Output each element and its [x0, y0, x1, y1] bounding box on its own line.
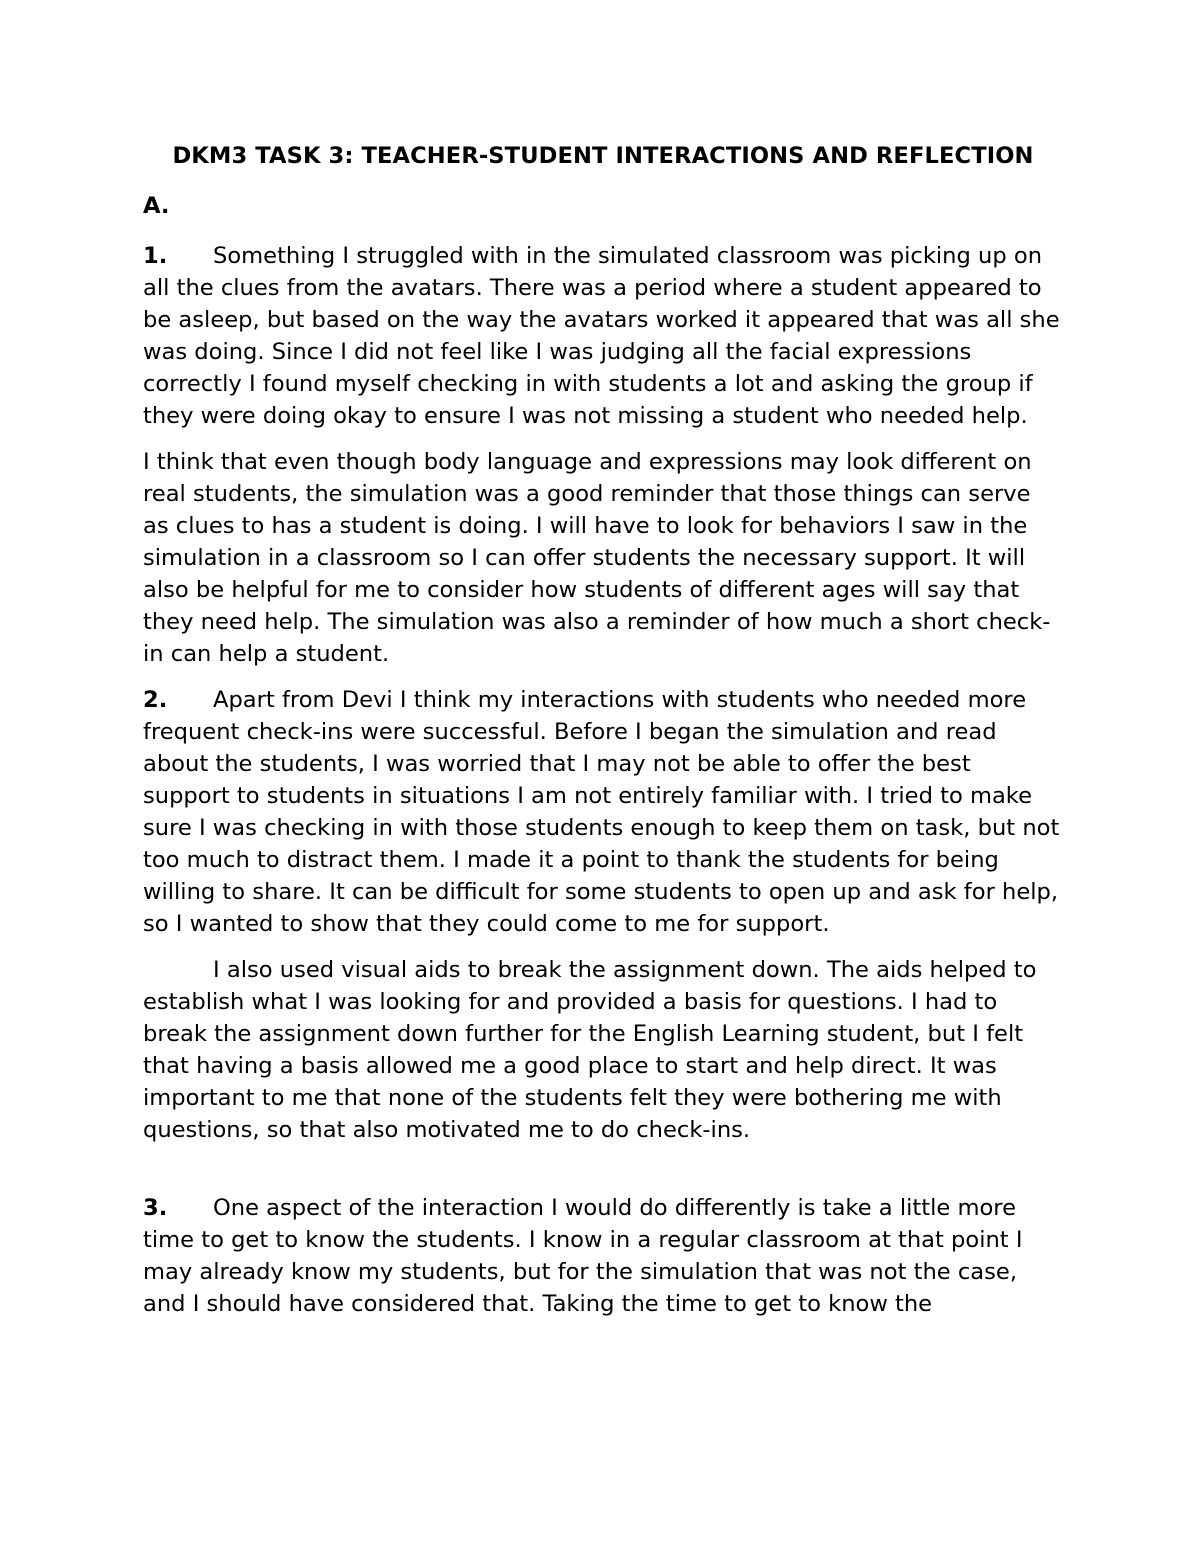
item-number: 2.	[143, 687, 168, 713]
item-text: Something I struggled with in the simulated classroom was picking up on all the clues from the avatars. There was a period where a student appeared to be asleep, but based on the way the avatars worked it appeared that was all she was doing. Since I did not feel like I was judging all the facial expressions correctly I found myself checking in with students a lot and asking the group if they were doing okay to ensure I was not missing a student who needed help.	[143, 243, 1060, 429]
document-body	[143, 140, 1063, 1334]
document-title: DKM3 TASK 3: TEACHER-STUDENT INTERACTIONS AND REFLECTION	[172, 143, 1034, 169]
item-number: 1.	[143, 243, 168, 269]
section-label: A.	[143, 193, 170, 219]
item-text: Apart from Devi I think my interactions with students who needed more frequent check-ins were successful. Before I began the simulation and read about the students, I was worried that I may not be able to offer the best support to students in situations I am not entirely familiar with. I tried to make sure I was checking in with those students enough to keep them on task, but not too much to distract them. I made it a point to thank the students for being willing to share. It can be difficult for some students to open up and ask for help, so I wanted to show that they could come to me for support.	[143, 687, 1060, 937]
item-2-paragraph	[143, 684, 1063, 940]
item-text: One aspect of the interaction I would do differently is take a little more time to get to know the students. I know in a regular classroom at that point I may already know my students, but for the simulation that was not the case, and I should have considered that. Taking the time to get to know the	[143, 1195, 1023, 1317]
item-1-paragraph	[143, 240, 1063, 432]
item-1-followup-paragraph: I think that even though body language and expressions may look different on real students, the simulation was a good reminder that those things can serve as clues to has a student is doing. I will have to look for behaviors I saw in the simulation in a classroom so I can offer students the necessary support. It will also be helpful for me to consider how students of different ages will say that they need help. The simulation was also a reminder of how much a short check-in can help a student.	[143, 449, 1051, 667]
blank-line	[143, 1160, 1063, 1192]
item-number: 3.	[143, 1195, 168, 1221]
item-2-followup-paragraph: I also used visual aids to break the assignment down. The aids helped to establish what I was looking for and provided a basis for questions. I had to break the assignment down further for the English Learning student, but I felt that having a basis allowed me a good place to start and help direct. It was important to me that none of the students felt they were bothering me with questions, so that also motivated me to do check-ins.	[143, 957, 1037, 1143]
item-3-paragraph	[143, 1192, 1063, 1320]
